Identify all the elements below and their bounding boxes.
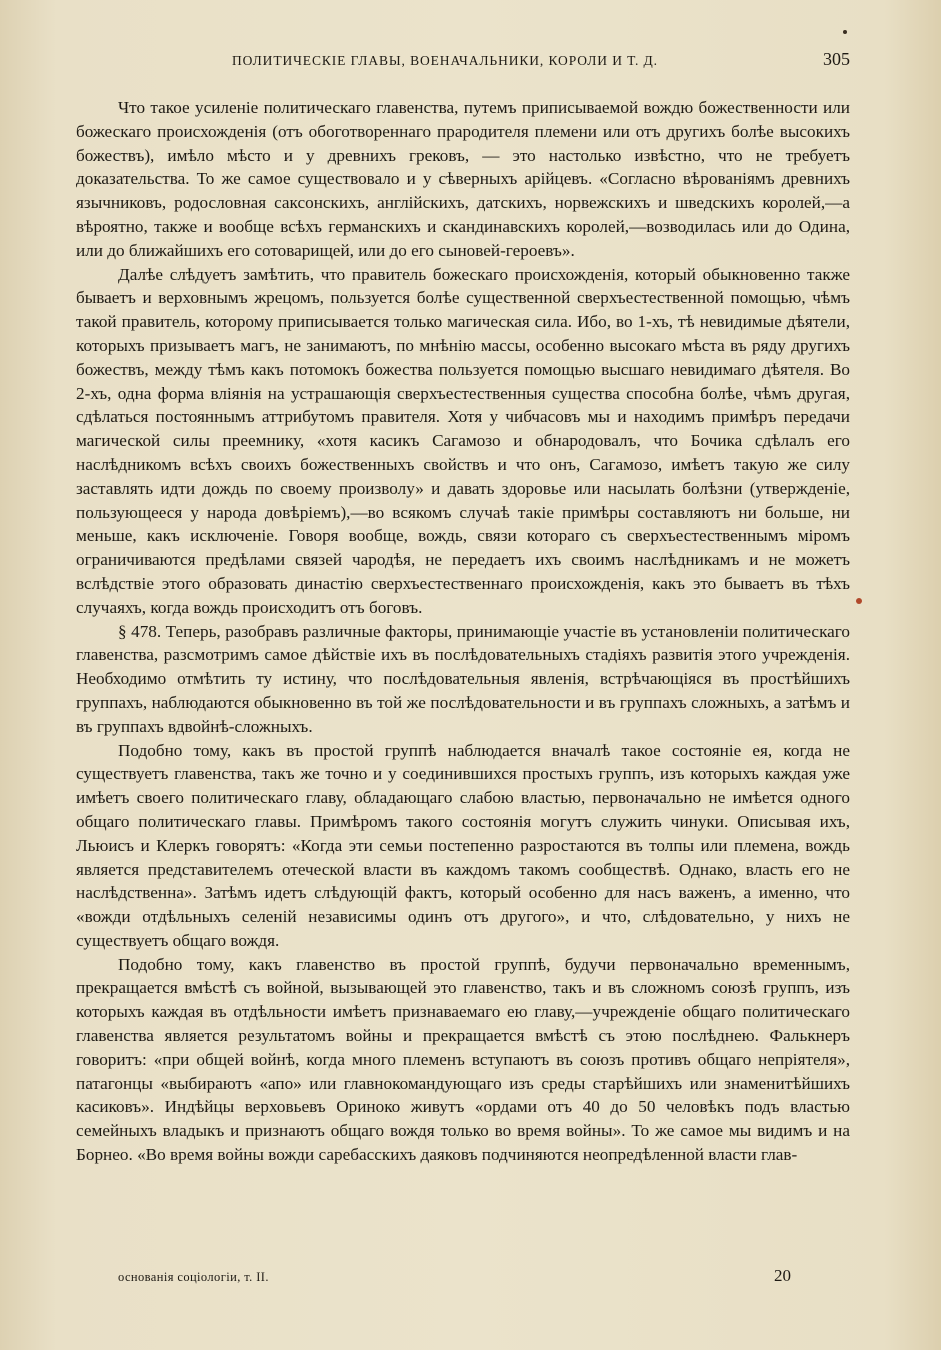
- page-header: [100, 47, 850, 77]
- paragraph-4: Подобно тому, какъ въ простой группѣ наблюдается вначалѣ такое состояніе ея, когда не существуетъ главенства, такъ же точно и у соединившихся простыхъ группъ, изъ которыхъ каждая уже имѣетъ своего политическаго главу, обладающаго слабою властью, первоначально не имѣется одного общаго политическаго главы. Примѣромъ такого состоянія могутъ служить чинуки. Описывая ихъ, Льюисъ и Клеркъ говорятъ: «Когда эти семьи постепенно разростаются въ толпы или племена, вождь является представителемъ отеческой власти въ каждомъ такомъ сообществѣ. Однако, власть его не наслѣдственна». Затѣмъ идетъ слѣдующій фактъ, который особенно для насъ важенъ, а именно, что «вожди отдѣльныхъ селеній независимы одинъ отъ другого», и что, слѣдовательно, у нихъ не существуетъ общаго вождя.: [76, 740, 850, 950]
- paragraph-3: § 478. Теперь, разобравъ различные факторы, принимающіе участіе въ установленіи политическаго главенства, разсмотримъ самое дѣйствіе ихъ въ послѣдовательныхъ стадіяхъ развитія этого учрежденія. Необходимо отмѣтить ту истину, что послѣдовательныя явленія, встрѣчающіяся въ простѣйшихъ группахъ, наблюдаются обыкновенно въ той же послѣдовательности и въ группахъ сложныхъ, а затѣмъ и въ группахъ вдвойнѣ-сложныхъ.: [76, 621, 850, 736]
- paragraph-5: Подобно тому, какъ главенство въ простой группѣ, будучи первоначально временнымъ, прекращается вмѣстѣ съ войной, вызывающей это главенство, такъ и въ сложномъ союзѣ группъ, изъ которыхъ каждая въ отдѣльности имѣетъ признаваемаго ею главу,—учрежденіе общаго политическаго главенства является результатомъ войны и прекращается вмѣстѣ съ этою послѣднею. Фалькнеръ говоритъ: «при общей войнѣ, когда много племенъ вступаютъ въ союзъ противъ общаго непріятеля», патагонцы «выбираютъ «апо» или главнокомандующаго изъ среды старѣйшихъ или знаменитѣйшихъ касиковъ». Индѣйцы верховьевъ Ориноко живутъ «ордами отъ 40 до 50 человѣкъ подъ властью семейныхъ владыкъ и признаютъ общаго вождя только во время войны». То же самое мы видимъ и на Борнео. «Во время войны вожди саребасскихъ даяковъ подчиняются неопредѣленной власти глав-: [76, 954, 850, 1165]
- ink-speck: [843, 30, 847, 34]
- paragraph-2: Далѣе слѣдуетъ замѣтить, что правитель божескаго происхожденія, который обыкновенно также бываетъ и верховнымъ жрецомъ, пользуется болѣе существенной сверхъестественной помощью, чѣмъ такой правитель, которому приписывается только магическая сила. Ибо, во 1-хъ, тѣ невидимые дѣятели, которыхъ призываетъ магъ, не занимаютъ, по мнѣнію массы, особенно высокаго мѣста въ ряду другихъ божествъ, между тѣмъ какъ потомокъ божества пользуется помощью высшаго невидимаго дѣятеля. Во 2-хъ, одна форма вліянія на устрашающія сверхъестественныя существа способна болѣе, чѣмъ другая, сдѣлаться постояннымъ аттрибутомъ правителя. Хотя у чибчасовъ мы и находимъ примѣръ передачи магической силы преемнику, «хотя касикъ Сагамозо и обнародовалъ, что Бочика сдѣлалъ его наслѣдникомъ всѣхъ своихъ божественныхъ свойствъ и что онъ, Сагамозо, имѣетъ такую же силу заставлять идти дождь по своему произволу» и давать здоровье или насылать болѣзни (утвержденіе, пользующееся у народа довѣріемъ),—во всякомъ случаѣ такіе примѣры составляютъ ни больше, ни меньше, какъ исключеніе. Говоря вообще, вождь, связи котораго съ сверхъестественнымъ міромъ ограничиваются предѣлами связей чародѣя, не передаетъ ихъ своимъ наслѣдникамъ и не можетъ вслѣдствіе этого образовать династію сверхъестественнаго происхожденія, какъ это бываетъ въ тѣхъ случаяхъ, когда вождь происходитъ отъ боговъ.: [76, 264, 850, 617]
- running-head: ПОЛИТИЧЕСКІЕ ГЛАВЫ, ВОЕНАЧАЛЬНИКИ, КОРОЛИ И Т. Д.: [232, 53, 658, 68]
- printer-signature: основанія соціологіи, т. II.: [118, 1270, 269, 1284]
- sheet-number: 20: [774, 1266, 791, 1285]
- page-number: 305: [823, 49, 850, 69]
- page-footer: [118, 1266, 818, 1290]
- paragraph-1: Что такое усиленіе политическаго главенства, путемъ приписываемой вождю божественности или божескаго происхожденія (отъ обоготвореннаго прародителя племени или отъ другихъ болѣе высокихъ божествъ), имѣло мѣсто и у древнихъ грековъ, — это настолько извѣстно, что не требуетъ доказательства. То же самое существовало и у сѣверныхъ арійцевъ. «Согласно вѣрованіямъ древнихъ язычниковъ, родословная саксонскихъ, англійскихъ, датскихъ, норвежскихъ и шведскихъ королей,—а вѣроятно, также и вообще всѣхъ германскихъ и скандинавскихъ королей,—возводилась или до Одина, или до ближайшихъ его сотоварищей, или до его сыновей-героевъ».: [76, 98, 850, 260]
- red-ink-speck: [856, 598, 862, 604]
- body-text: [76, 96, 850, 1167]
